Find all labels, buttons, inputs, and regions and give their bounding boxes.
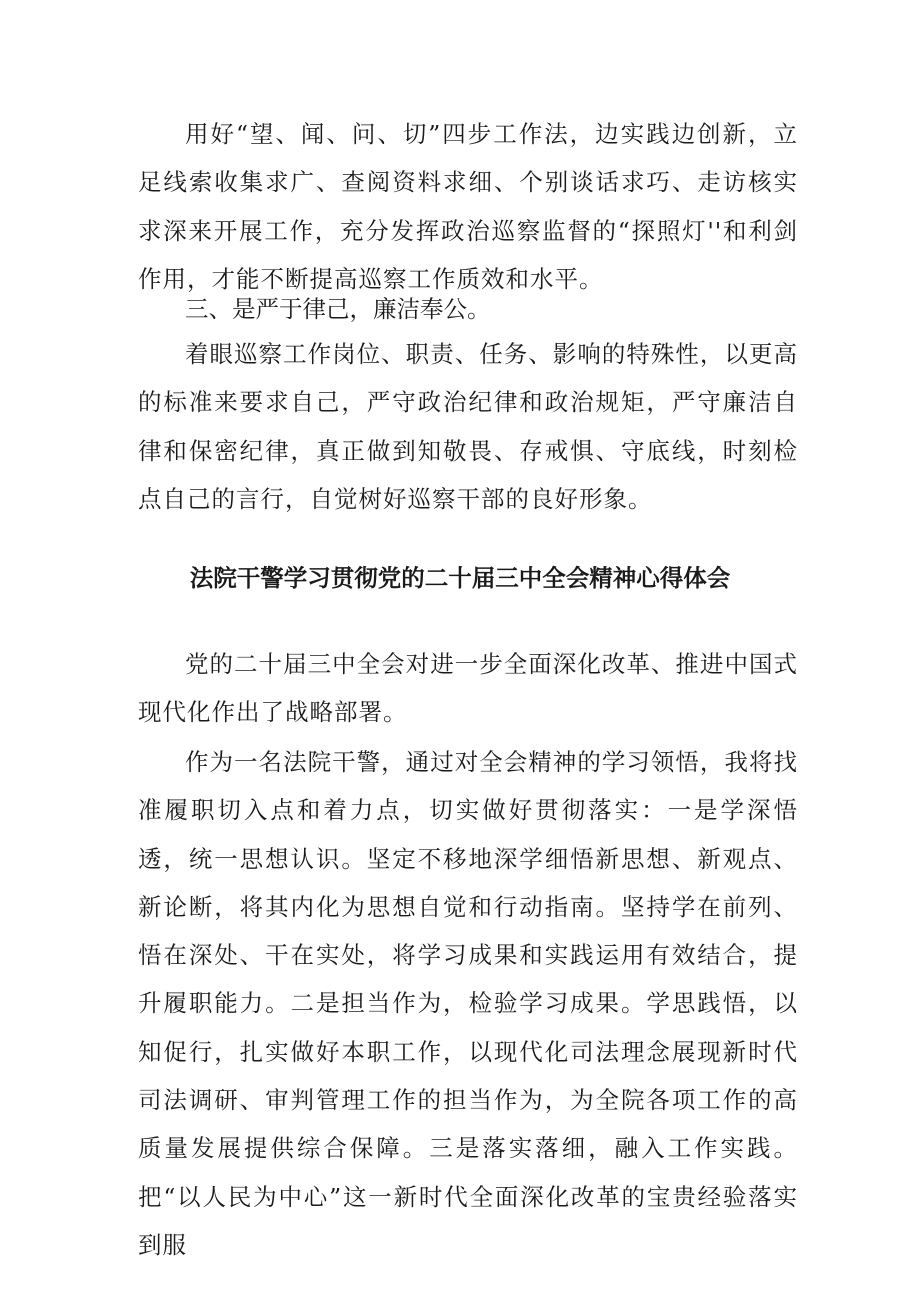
body-paragraph: 党的二十届三中全会对进一步全面深化改革、推进中国式现代化作出了战略部署。: [138, 650, 798, 727]
section-heading: 三、是严于律己，廉洁奉公。: [185, 295, 491, 323]
body-paragraph: 着眼巡察工作岗位、职责、任务、影响的特殊性，以更高的标准来要求自己，严守政治纪律和政治规矩，严守廉洁自律和保密纪律，真正做到知敬畏、存戒惧、守底线，时刻检点自己的言行，自觉树好巡察干部的良好形象。: [138, 340, 798, 513]
article-title: 法院干警学习贯彻党的二十届三中全会精神心得体会: [189, 564, 731, 592]
body-paragraph: 作为一名法院干警，通过对全会精神的学习领悟，我将找准履职切入点和着力点，切实做好贯彻落实：一是学深悟透，统一思想认识。坚定不移地深学细悟新思想、新观点、新论断，将其内化为思想自觉和行动指南。坚持学在前列、悟在深处、干在实处，将学习成果和实践运用有效结合，提升履职能力。二是担当作为，检验学习成果。学思践悟，以知促行，扎实做好本职工作，以现代化司法理念展现新时代司法调研、审判管理工作的担当作为，为全院各项工作的高质量发展提供综合保障。三是落实落细，融入工作实践。把“以人民为中心”这一新时代全面深化改革的宝贵经验落实到服: [138, 748, 798, 1259]
body-paragraph: 用好“望、闻、问、切”四步工作法，边实践边创新，立足线索收集求广、查阅资料求细、个别谈话求巧、走访核实求深来开展工作，充分发挥政治巡察监督的“探照灯''和利剑作用，才能不断提高巡察工作质效和水平。: [138, 120, 798, 293]
